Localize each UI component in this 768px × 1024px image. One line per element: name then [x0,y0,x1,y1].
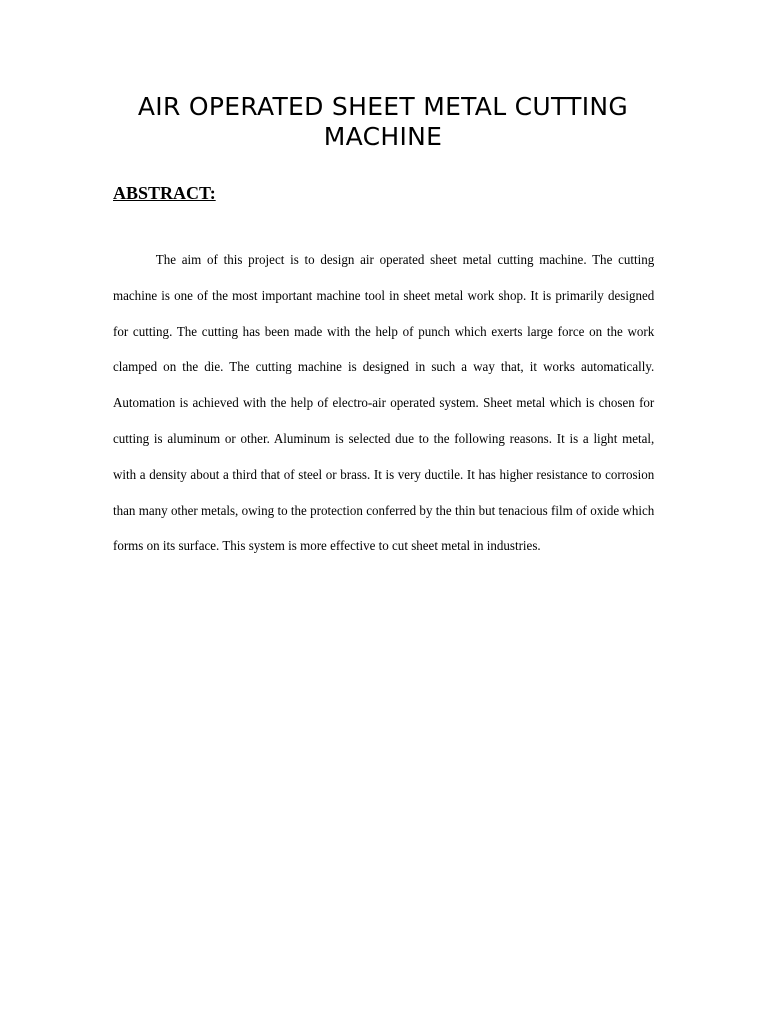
abstract-paragraph: The aim of this project is to design air operated sheet metal cutting machine. The cutting machine is one of the most important machine tool in sheet metal work shop. It is primarily designed for cutting. The cutting has been made with the help of punch which exerts large force on the work clamped on the die. The cutting machine is designed in such a way that, it works automatically. Automation is achieved with the help of electro-air operated system. Sheet metal which is chosen for cutting is aluminum or other. Aluminum is selected due to the following reasons. It is a light metal, with a density about a third that of steel or brass. It is very ductile. It has higher resistance to corrosion than many other metals, owing to the protection conferred by the thin but tenacious film of oxide which forms on its surface. This system is more effective to cut sheet metal in industries. [113,253,655,555]
abstract-heading: ABSTRACT: [113,183,216,203]
document-title: AIR OPERATED SHEET METAL CUTTING MACHINE [137,92,629,151]
